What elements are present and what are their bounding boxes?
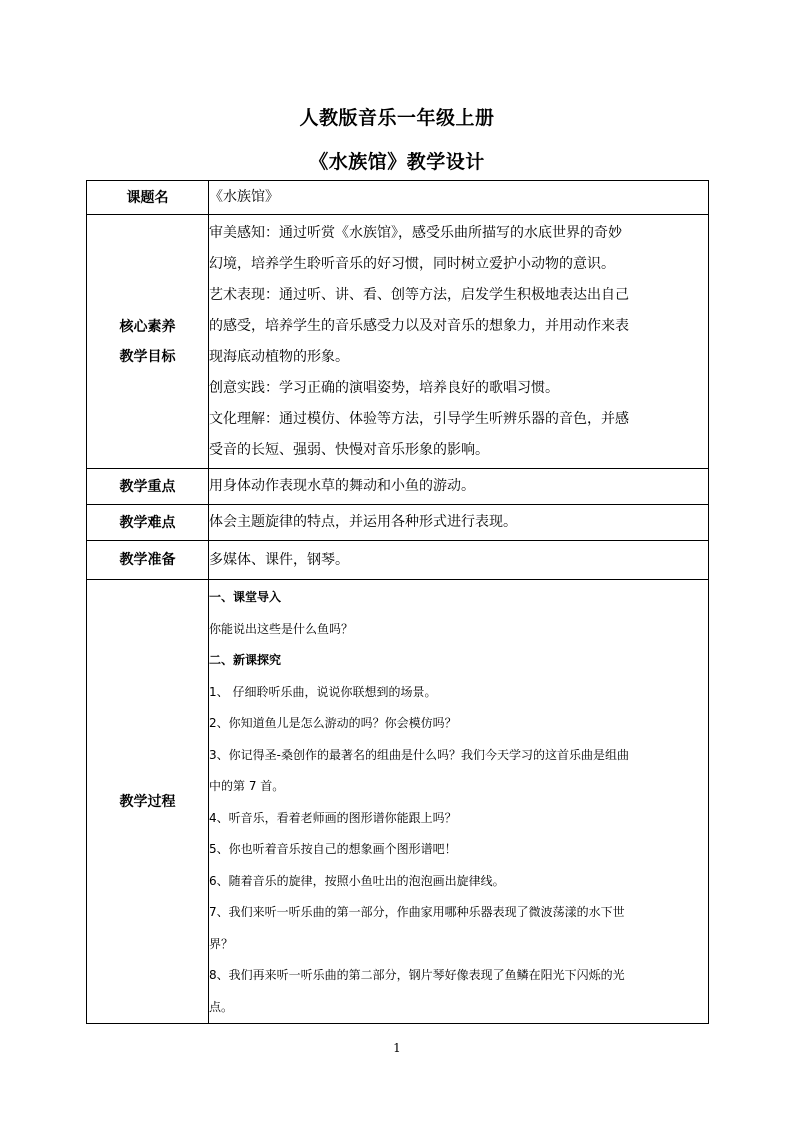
- goals-label-line2: 教学目标: [119, 348, 176, 365]
- preparation-text: 多媒体、课件，钢琴。: [209, 551, 349, 568]
- goals-line: 审美感知：通过听赏《水族馆》，感受乐曲所描写的水底世界的奇妙: [209, 224, 622, 241]
- topic-label: 课题名: [87, 181, 209, 215]
- document-title: 人教版音乐一年级上册: [299, 107, 495, 129]
- key-points-label: 教学重点: [87, 469, 209, 505]
- process-line: 4、听音乐，看着老师画的图形谱你能跟上吗？: [209, 810, 457, 825]
- goals-line: 创意实践：学习正确的演唱姿势，培养良好的歌唱习惯。: [209, 379, 559, 396]
- table-row-difficulties: [87, 505, 709, 541]
- table-row-process: [87, 580, 709, 1024]
- goals-content: [209, 215, 709, 469]
- table-row-preparation: [87, 541, 709, 580]
- goals-line: 文化理解：通过模仿、体验等方法，引导学生听辨乐器的音色，并感: [209, 410, 629, 427]
- process-line: 7、我们来听一听乐曲的第一部分，作曲家用哪种乐器表现了微波荡漾的水下世: [209, 905, 625, 919]
- process-line: 二、新课探究: [209, 653, 282, 667]
- process-line: 2、你知道鱼儿是怎么游动的吗？你会模仿吗？: [209, 716, 457, 730]
- table-row-goals: [87, 215, 709, 469]
- lesson-plan-table: [86, 180, 709, 1024]
- difficulties-label: 教学难点: [87, 505, 209, 541]
- goals-line: 的感受，培养学生的音乐感受力以及对音乐的想象力，并用动作来表: [209, 317, 629, 334]
- goals-line: 受音的长短、强弱、快慢对音乐形象的影响。: [209, 441, 489, 458]
- table-row-key-points: [87, 469, 709, 505]
- goals-line: 艺术表现：通过听、讲、看、创等方法，启发学生积极地表达出自己: [209, 286, 629, 303]
- difficulties-value: [209, 505, 709, 541]
- process-line: 6、随着音乐的旋律，按照小鱼吐出的泡泡画出旋律线。: [209, 873, 505, 888]
- process-content: [209, 580, 709, 1024]
- process-line: 中的第 7 首。: [209, 779, 285, 793]
- process-line: 点。: [209, 999, 234, 1014]
- page-number: 1: [393, 1041, 401, 1055]
- process-line: 5、你也听着音乐按自己的想象画个图形谱吧！: [209, 842, 457, 856]
- process-line: 8、我们再来听一听乐曲的第二部分，钢片琴好像表现了鱼鳞在阳光下闪烁的光: [209, 968, 625, 982]
- key-points-text: 用身体动作表现水草的舞动和小鱼的游动。: [209, 478, 475, 494]
- process-line: 1、 仔细聆听乐曲，说说你联想到的场景。: [209, 684, 437, 699]
- process-line: 一、课堂导入: [209, 590, 282, 604]
- process-line: 3、你记得圣-桑创作的最著名的组曲是什么吗？我们今天学习的这首乐曲是组曲: [209, 747, 629, 762]
- preparation-value: [209, 541, 709, 580]
- topic-value-text: 《水族馆》: [209, 189, 279, 205]
- difficulties-text: 体会主题旋律的特点，并运用各种形式进行表现。: [209, 514, 517, 530]
- process-label: 教学过程: [87, 580, 209, 1024]
- goals-label-line1: 核心素养: [119, 318, 176, 335]
- goals-line: 幻境，培养学生聆听音乐的好习惯，同时树立爱护小动物的意识。: [209, 255, 615, 272]
- goals-line: 现海底动植物的形象。: [209, 348, 349, 365]
- document-subtitle: 《水族馆》教学设计: [309, 151, 485, 173]
- goals-label: [87, 215, 209, 469]
- topic-value: [209, 181, 709, 215]
- table-row-topic: [87, 181, 709, 215]
- preparation-label: 教学准备: [87, 541, 209, 580]
- process-line: 你能说出这些是什么鱼吗？: [209, 621, 354, 636]
- process-line: 界？: [209, 936, 234, 951]
- key-points-value: [209, 469, 709, 505]
